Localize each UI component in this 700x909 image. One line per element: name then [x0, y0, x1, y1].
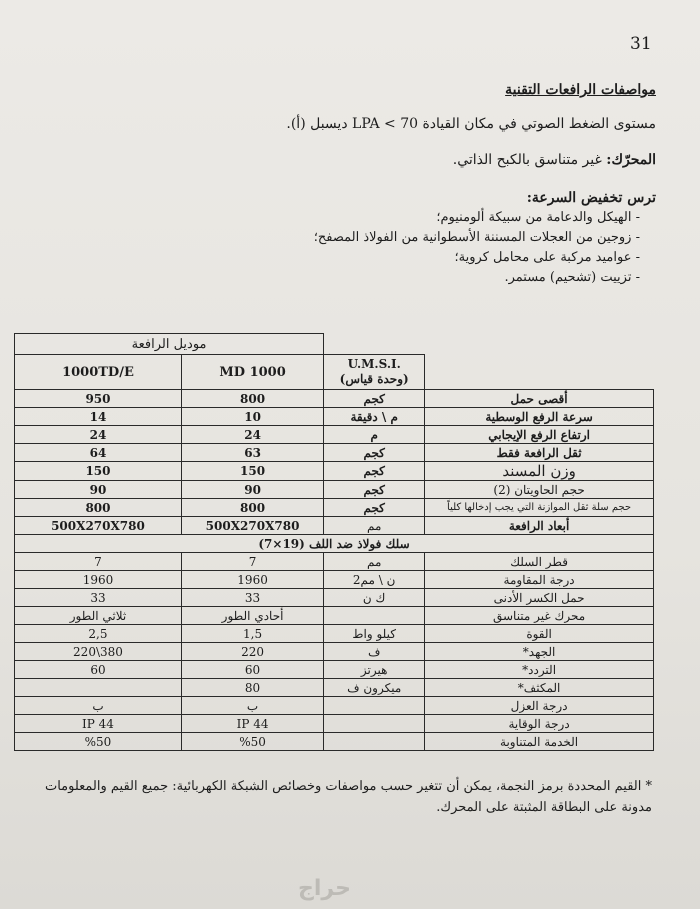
table-cell: 33	[15, 589, 182, 607]
table-cell: 1960	[15, 571, 182, 589]
table-cell	[425, 355, 654, 390]
table-row	[15, 462, 654, 481]
table-cell: ف	[324, 643, 425, 661]
table-row	[15, 444, 654, 462]
table-cell: 7	[15, 553, 182, 571]
table-cell: ن \ مم2	[324, 571, 425, 589]
table-cell: كجم	[324, 481, 425, 499]
table-cell: محرك غير متناسق	[425, 607, 654, 625]
footnote: * القيم المحددة برمز النجمة، يمكن أن تتغير حسب مواصفات وخصائص الشبكة الكهربائية: جميع القيم والمعلومات مدونة على البطاقة المثبتة على المحرك.	[44, 779, 652, 815]
gear-bullet: - تزييت (تشحيم) مستمر.	[314, 268, 640, 288]
table-cell: ب	[181, 697, 323, 715]
table-cell: الخدمة المتناوبة	[425, 733, 654, 751]
table-cell: 220\380	[15, 643, 182, 661]
table-cell: 90	[181, 481, 323, 499]
watermark-logo: حراج	[298, 876, 351, 901]
table-cell: 1,5	[181, 625, 323, 643]
noise-level-line: مستوى الضغط الصوتي في مكان القيادة LPA < 70 ديسبل (أ).	[286, 116, 656, 132]
table-row	[15, 553, 654, 571]
table-row	[15, 571, 654, 589]
spec-rows	[15, 390, 654, 535]
table-cell: 800	[181, 390, 323, 408]
spec-rows-2	[15, 553, 654, 751]
umsi-sub: (وحدة قياس)	[339, 372, 409, 386]
table-row	[15, 426, 654, 444]
table-cell: ارتفاع الرفع الإيجابي	[425, 426, 654, 444]
table-cell: ثلاثي الطور	[15, 607, 182, 625]
table-cell: درجة المقاومة	[425, 571, 654, 589]
table-cell: 24	[181, 426, 323, 444]
table-row	[15, 334, 654, 355]
table-cell: كجم	[324, 390, 425, 408]
table-cell: 80	[181, 679, 323, 697]
table-cell: 500X270X780	[15, 517, 182, 535]
table-row	[15, 589, 654, 607]
table-row	[15, 390, 654, 408]
gear-bullet: - زوجين من العجلات المسننة الأسطوانية من الفولاذ المصفح؛	[314, 228, 640, 248]
col-header-md1000: MD 1000	[181, 355, 323, 390]
table-cell: 24	[15, 426, 182, 444]
table-cell: 33	[181, 589, 323, 607]
table-cell: أحادي الطور	[181, 607, 323, 625]
table-cell: 10	[181, 408, 323, 426]
table-row	[15, 643, 654, 661]
table-row	[15, 697, 654, 715]
table-cell: IP 44	[181, 715, 323, 733]
table-cell: 64	[15, 444, 182, 462]
table-cell: ميكرون ف	[324, 679, 425, 697]
table-cell: مم	[324, 517, 425, 535]
table-cell: كجم	[324, 462, 425, 481]
table-row	[15, 715, 654, 733]
table-row	[15, 408, 654, 426]
table-cell: 1960	[181, 571, 323, 589]
table-cell: درجة العزل	[425, 697, 654, 715]
table-cell: أقصى حمل	[425, 390, 654, 408]
table-cell: 90	[15, 481, 182, 499]
table-row	[15, 517, 654, 535]
gear-bullets	[314, 208, 640, 288]
table-cell: سرعة الرفع الوسطية	[425, 408, 654, 426]
table-cell	[324, 607, 425, 625]
table-cell: ك ن	[324, 589, 425, 607]
table-cell: ب	[15, 697, 182, 715]
motor-text: غير متناسق بالكبح الذاتي.	[452, 152, 602, 168]
table-cell: 150	[15, 462, 182, 481]
table-row	[15, 733, 654, 751]
table-cell: 63	[181, 444, 323, 462]
section-title: مواصفات الرافعات التقنية	[505, 82, 656, 98]
table-row	[15, 661, 654, 679]
table-cell: 220	[181, 643, 323, 661]
table-cell	[324, 733, 425, 751]
spec-table	[14, 333, 654, 751]
table-row	[15, 499, 654, 517]
table-cell: 800	[15, 499, 182, 517]
table-cell: 14	[15, 408, 182, 426]
table-cell: 500X270X780	[181, 517, 323, 535]
table-cell: هيرتز	[324, 661, 425, 679]
table-cell	[324, 715, 425, 733]
table-cell: كيلو واط	[324, 625, 425, 643]
table-row	[15, 481, 654, 499]
table-cell: م \ دقيقة	[324, 408, 425, 426]
table-cell: حجم الحاويتان (2)	[425, 481, 654, 499]
col-header-1000td: 1000TD/E	[15, 355, 182, 390]
section-row	[15, 535, 654, 553]
table-cell: قطر السلك	[425, 553, 654, 571]
table-cell	[425, 334, 654, 355]
table-cell: IP 44	[15, 715, 182, 733]
table-cell: م	[324, 426, 425, 444]
section-label: سلك فولاذ ضد اللف (19×7)	[15, 535, 654, 553]
table-cell: 7	[181, 553, 323, 571]
table-cell	[324, 697, 425, 715]
table-cell: 60	[15, 661, 182, 679]
model-header: موديل الرافعة	[15, 334, 324, 355]
umsi-label: U.M.S.I.	[347, 357, 401, 371]
table-cell: أبعاد الرافعة	[425, 517, 654, 535]
table-cell: الجهد*	[425, 643, 654, 661]
table-cell: وزن المسند	[425, 462, 654, 481]
table-cell	[324, 334, 425, 355]
table-cell: 60	[181, 661, 323, 679]
table-row	[15, 625, 654, 643]
table-cell: 800	[181, 499, 323, 517]
table-cell: مم	[324, 553, 425, 571]
col-header-umsi	[324, 355, 425, 390]
table-cell: كجم	[324, 444, 425, 462]
table-cell: 950	[15, 390, 182, 408]
table-cell: 2,5	[15, 625, 182, 643]
table-cell: %50	[15, 733, 182, 751]
table-cell: التردد*	[425, 661, 654, 679]
table-cell: 150	[181, 462, 323, 481]
motor-line	[453, 152, 656, 168]
table-cell	[15, 679, 182, 697]
gear-bullet: - الهيكل والدعامة من سبيكة ألومنيوم؛	[314, 208, 640, 228]
table-cell: القوة	[425, 625, 654, 643]
table-row	[15, 679, 654, 697]
table-cell: كجم	[324, 499, 425, 517]
motor-label: المحرّك:	[606, 152, 656, 168]
table-row	[15, 355, 654, 390]
table-row	[15, 607, 654, 625]
table-cell: حجم سلة ثقل الموازنة التي يجب إدخالها كلياً	[425, 499, 654, 517]
table-cell: %50	[181, 733, 323, 751]
table-cell: درجة الوقاية	[425, 715, 654, 733]
gear-title: ترس تخفيض السرعة:	[526, 190, 656, 206]
table-cell: حمل الكسر الأدنى	[425, 589, 654, 607]
table-cell: ثقل الرافعة فقط	[425, 444, 654, 462]
page-number: 31	[630, 34, 652, 54]
table-cell: المكثف*	[425, 679, 654, 697]
gear-bullet: - عواميد مركبة على محامل كروية؛	[314, 248, 640, 268]
